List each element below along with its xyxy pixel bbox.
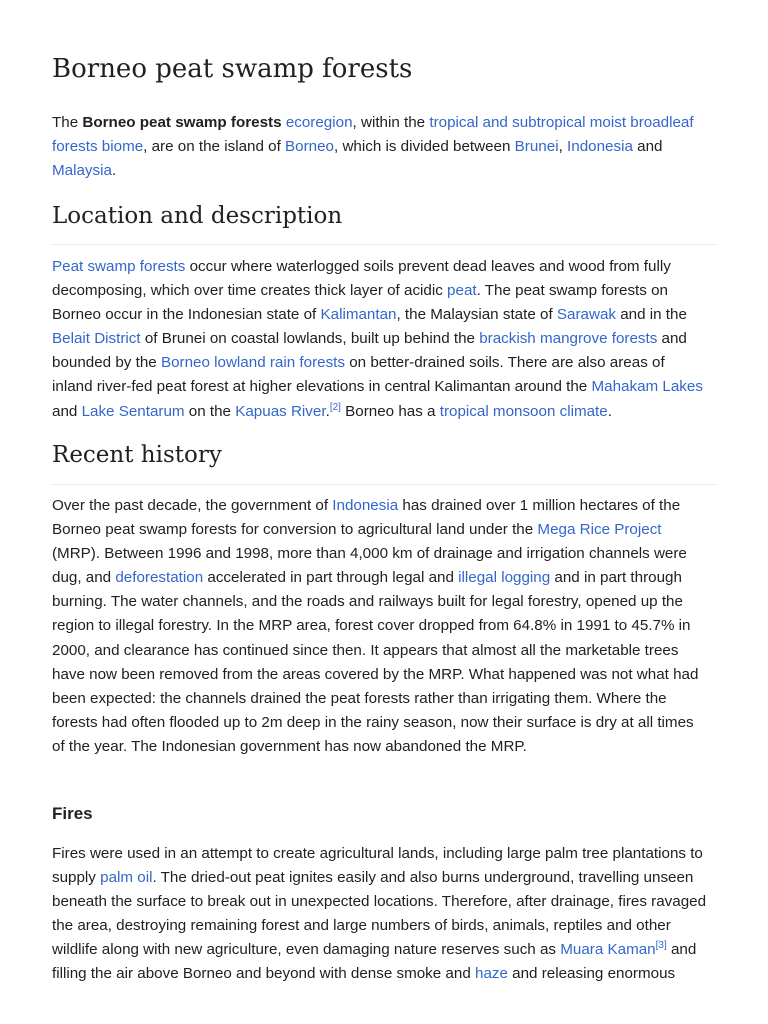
heading-divider [52, 484, 718, 485]
citation-2[interactable]: [2] [329, 401, 341, 413]
link-peat[interactable]: peat [447, 282, 477, 300]
link-borneo[interactable]: Borneo [285, 138, 334, 156]
link-kalimantan[interactable]: Kalimantan [320, 306, 397, 324]
link-brackish-mangrove-forests[interactable]: brackish mangrove forests [479, 330, 658, 348]
link-sarawak[interactable]: Sarawak [556, 306, 616, 324]
link-indonesia[interactable]: Indonesia [332, 497, 399, 514]
intro-paragraph: The Borneo peat swamp forests ecoregion, within the tropical and subtropical moist broadleaf forests biome, are on the island of Borneo, which is divided between Brunei, Indonesia and Malaysia. [52, 114, 694, 180]
page-title: Borneo peat swamp forests [52, 54, 413, 84]
fires-paragraph: Fires were used in an attempt to create agricultural lands, including large palm tree plantations to supply palm oil. The dried-out peat ignites easily and also burns underground, travelling unseen beneath the surface to break out in unexpected locations. Therefore, after drainage, fires ravaged the area, destroying remaining forest and large numbers of birds, animals, reptiles and other wildlife along with new agriculture, even damaging nature reserves such as Muara Kaman[3] and filling the air above Borneo and beyond with dense smoke and haze and releasing enormous [52, 845, 707, 983]
heading-fires: Fires [52, 804, 93, 823]
link-deforestation[interactable]: deforestation [115, 569, 204, 587]
link-lake-sentarum[interactable]: Lake Sentarum [81, 402, 185, 420]
link-peat-swamp-forests[interactable]: Peat swamp forests [52, 258, 186, 275]
link-ecoregion[interactable]: ecoregion [285, 114, 353, 131]
bold-article-name: Borneo peat swamp forests [82, 114, 282, 131]
heading-recent-history: Recent history [52, 442, 222, 468]
link-mahakam-lakes[interactable]: Mahakam Lakes [591, 378, 703, 396]
link-biome[interactable]: tropical and subtropical moist broadleaf [429, 114, 694, 131]
link-illegal-logging[interactable]: illegal logging [458, 569, 551, 587]
history-paragraph: Over the past decade, the government of Indonesia has drained over 1 million hectares of the Borneo peat swamp forests for conversion to agricultural land under the Mega Rice Project (MRP). Between 1996 and 1998, more than 4,000 km of drainage and irrigation channels were dug, and deforestation accelerated in part through legal and illegal logging and in part through burning. The water channels, and the roads and railways built for legal forestry, opened up the region to illegal forestry. In the MRP area, forest cover dropped from 64.8% in 1991 to 45.7% in 2000, and clearance has continued since then. It appears that almost all the marketable trees have now been removed from the areas covered by the MRP. What happened was not what had been expected: the channels drained the peat forests rather than irrigating them. Where the forests had often flooded up to 2m deep in the rainy season, now their surface is dry at all times of the year. The Indonesian government has now abandoned the MRP. [52, 497, 699, 755]
link-brunei[interactable]: Brunei [514, 138, 559, 156]
location-paragraph: Peat swamp forests occur where waterlogged soils prevent dead leaves and wood from fully decomposing, which over time creates thick layer of acidic peat. The peat swamp forests on Borneo occur in the Indonesian state of Kalimantan, the Malaysian state of Sarawak and in the Belait District of Brunei on coastal lowlands, built up behind the brackish mangrove forests and bounded by the Borneo lowland rain forests on better-drained soils. There are also areas of inland river-fed peat forest at higher elevations in central Kalimantan around the Mahakam Lakes and Lake Sentarum on the Kapuas River.[2] Borneo has a tropical monsoon climate. [52, 258, 703, 420]
link-muara-kaman[interactable]: Muara Kaman [560, 941, 656, 959]
citation-3[interactable]: [3] [655, 940, 667, 952]
heading-location-description: Location and description [52, 203, 343, 229]
link-mega-rice-project[interactable]: Mega Rice Project [537, 521, 662, 539]
link-biome-continued[interactable]: forests biome [52, 138, 144, 156]
link-borneo-lowland-rain-forests[interactable]: Borneo lowland rain forests [160, 354, 345, 372]
link-kapuas-river[interactable]: Kapuas River [235, 402, 326, 420]
link-malaysia[interactable]: Malaysia [52, 162, 112, 180]
link-tropical-monsoon-climate[interactable]: tropical monsoon climate [439, 402, 608, 420]
link-haze[interactable]: haze [475, 965, 508, 983]
link-belait-district[interactable]: Belait District [52, 330, 141, 348]
heading-divider [52, 244, 718, 245]
link-indonesia[interactable]: Indonesia [567, 138, 633, 156]
link-palm-oil[interactable]: palm oil [100, 869, 153, 887]
